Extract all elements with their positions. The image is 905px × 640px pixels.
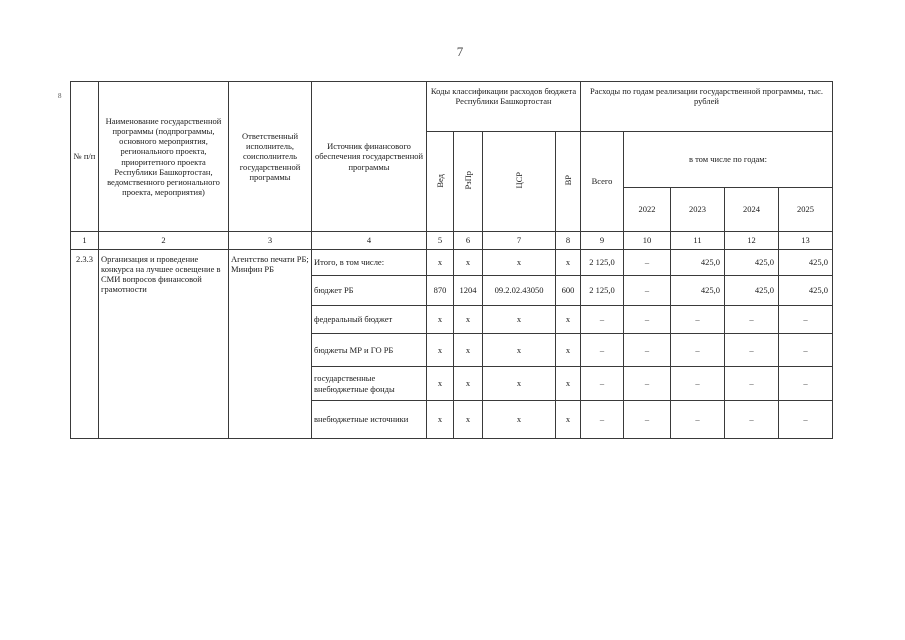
row-csr: x [483,306,556,334]
row-vr: 600 [556,276,581,306]
row-y2023: – [671,401,725,439]
row-csr: 09.2.02.43050 [483,276,556,306]
row-y2022: – [624,276,671,306]
header-year: 2024 [725,188,779,232]
row-vr: x [556,334,581,367]
row-y2023: – [671,334,725,367]
row-total: 2 125,0 [581,250,624,276]
row-y2024: – [725,401,779,439]
row-rzpr: x [454,250,483,276]
header-expenses-group: Расходы по годам реализации государственной программы, тыс. рублей [581,82,833,132]
row-rzpr: x [454,401,483,439]
item-num: 2.3.3 [71,250,99,439]
row-y2024: – [725,334,779,367]
col-number: 3 [229,232,312,250]
row-vr: x [556,306,581,334]
col-number: 12 [725,232,779,250]
margin-mark: 8 [58,92,62,100]
row-vr: x [556,401,581,439]
item-executor: Агентство печати РБ; Минфин РБ [229,250,312,439]
page-number: 7 [456,44,464,59]
col-number: 4 [312,232,427,250]
row-rzpr: x [454,306,483,334]
row-csr: x [483,250,556,276]
header-executor: Ответственный исполнитель, соисполнитель государственной программы [229,82,312,232]
header-source: Источник финансового обеспечения государственной программы [312,82,427,232]
row-y2022: – [624,401,671,439]
row-y2024: 425,0 [725,250,779,276]
row-source: государственные внебюджетные фонды [312,367,427,401]
row-y2025: 425,0 [779,276,833,306]
row-csr: x [483,334,556,367]
row-source: бюджет РБ [312,276,427,306]
row-ved: x [427,306,454,334]
row-total: 2 125,0 [581,276,624,306]
row-y2024: 425,0 [725,276,779,306]
header-code-csr [483,132,556,232]
row-y2023: – [671,306,725,334]
row-csr: x [483,401,556,439]
row-y2023: 425,0 [671,250,725,276]
col-number: 9 [581,232,624,250]
col-number: 11 [671,232,725,250]
row-vr: x [556,250,581,276]
header-code-rzpr-label: РзПр [462,171,473,190]
header-code-rzpr [454,132,483,232]
header-year: 2023 [671,188,725,232]
row-ved: x [427,334,454,367]
header-year: 2022 [624,188,671,232]
header-code-csr-label: ЦСР [513,172,524,189]
row-y2025: – [779,306,833,334]
row-rzpr: x [454,334,483,367]
row-y2024: – [725,306,779,334]
col-number: 13 [779,232,833,250]
col-number: 8 [556,232,581,250]
row-vr: x [556,367,581,401]
row-rzpr: 1204 [454,276,483,306]
header-total: Всего [581,132,624,232]
header-year: 2025 [779,188,833,232]
header-name: Наименование государственной программы (подпрограммы, основного мероприятия, регионального проекта, приоритетного проекта Республики Башкортостан, ведомственного регионального проекта, мероприятия) [99,82,229,232]
row-y2023: – [671,367,725,401]
col-number: 5 [427,232,454,250]
row-csr: x [483,367,556,401]
row-total: – [581,306,624,334]
col-number: 10 [624,232,671,250]
col-number: 2 [99,232,229,250]
row-y2025: – [779,401,833,439]
row-total: – [581,401,624,439]
header-codes-group: Коды классификации расходов бюджета Республики Башкортостан [427,82,581,132]
row-rzpr: x [454,367,483,401]
header-code-vr-label: ВР [562,175,573,186]
row-source: Итого, в том числе: [312,250,427,276]
row-source: федеральный бюджет [312,306,427,334]
row-y2023: 425,0 [671,276,725,306]
row-total: – [581,367,624,401]
header-code-vr [556,132,581,232]
row-y2025: – [779,367,833,401]
row-ved: x [427,367,454,401]
col-number: 7 [483,232,556,250]
row-ved: x [427,250,454,276]
header-code-ved-label: Вед [434,173,445,188]
row-y2025: 425,0 [779,250,833,276]
row-ved: x [427,401,454,439]
row-y2022: – [624,367,671,401]
row-y2022: – [624,250,671,276]
header-by-years: в том числе по годам: [624,132,833,188]
col-number: 6 [454,232,483,250]
row-source: бюджеты МР и ГО РБ [312,334,427,367]
header-code-ved [427,132,454,232]
header-num: № п/п [71,82,99,232]
row-y2024: – [725,367,779,401]
row-source: внебюджетные источники [312,401,427,439]
row-ved: 870 [427,276,454,306]
financing-table [70,81,833,439]
row-y2022: – [624,306,671,334]
col-number: 1 [71,232,99,250]
item-name: Организация и проведение конкурса на лучшее освещение в СМИ вопросов финансовой грамотности [99,250,229,439]
row-y2025: – [779,334,833,367]
row-y2022: – [624,334,671,367]
row-total: – [581,334,624,367]
